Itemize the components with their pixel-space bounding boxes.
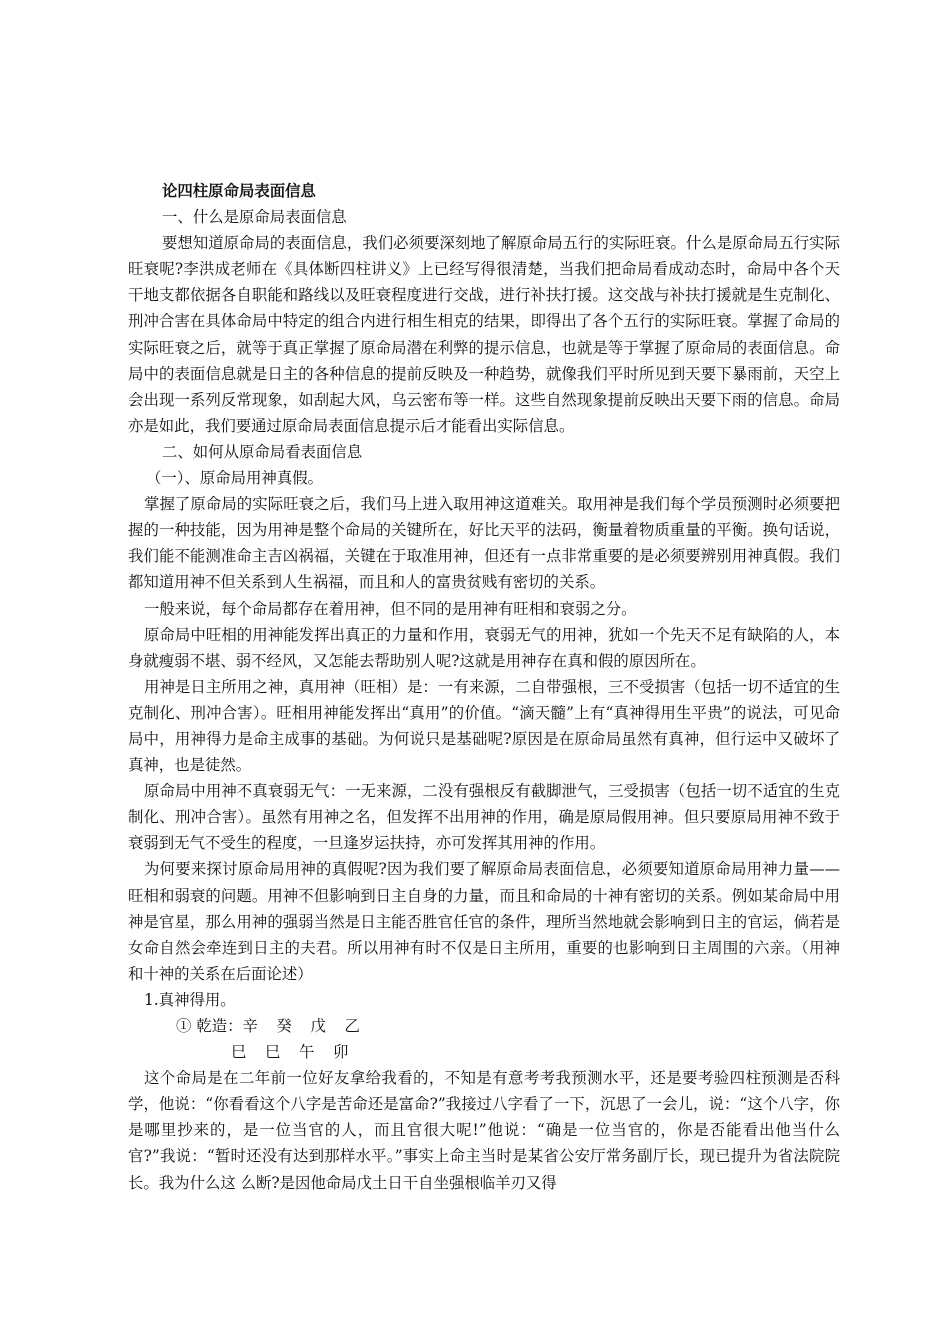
paragraph: 原命局中旺相的用神能发挥出真正的力量和作用，衰弱无气的用神，犹如一个先天不足有缺陷的人，本身就瘦弱不堪、弱不经风，又怎能去帮助别人呢?这就是用神存在真和假的原因所在。: [128, 625, 840, 670]
paragraph: 这个命局是在二年前一位好友拿给我看的，不知是有意考考我预测水平，还是要考验四柱预测是否科学，他说：“你看看这个八字是苦命还是富命?”我接过八字看了一下，沉思了一会儿，说：“这个八字，你是哪里抄来的，是一位当官的人，而且官很大呢!”他说：“确是一位当官的，你是否能看出他当什么官?”我说：“暂时还没有达到那样水平。”事实上命主当时是某省公安厅常务副厅长，现已提升为省法院院长。我为什么这 么断?是因他命局戊土日干自坐强根临羊刃又得: [128, 1069, 840, 1192]
section-heading: 二、如何从原命局看表面信息: [162, 442, 363, 461]
bazi-chart-stems-row: [128, 1013, 840, 1039]
paragraph: 为何要来探讨原命局用神的真假呢?因为我们要了解原命局表面信息，必须要知道原命局用神力量——旺相和弱衰的问题。用神不但影响到日主自身的力量，而且和命局的十神有密切的关系。例如某命局中用神是官星，那么用神的强弱当然是日主能否胜官任官的条件，理所当然地就会影响到日主的官运，倘若是女命自然会牵连到日主的夫君。所以用神有时不仅是日主所用，重要的也影响到日主周围的六亲。（用神和十神的关系在后面论述）: [128, 860, 840, 983]
bazi-branch: 卯: [333, 1043, 349, 1062]
subsection-heading: 1.真神得用。: [144, 990, 236, 1009]
section-heading: 一、什么是原命局表面信息: [162, 208, 347, 227]
bazi-stem: 戊: [310, 1017, 326, 1035]
paragraph: 原命局中用神不真衰弱无气：一无来源，二没有强根反有截脚泄气，三受损害（包括一切不适宜的生克制化、刑冲合害）。虽然有用神之名，但发挥不出用神的作用，确是原局假用神。但只要原局用神不致于衰弱到无气不受生的程度，一旦逢岁运扶持，亦可发挥其用神的作用。: [128, 782, 840, 853]
bazi-stem: 癸: [276, 1017, 292, 1035]
bazi-stem: 辛: [242, 1017, 258, 1035]
paragraph: 一般来说，每个命局都存在着用神，但不同的是用神有旺相和衰弱之分。: [144, 599, 637, 618]
paragraph: 用神是日主所用之神，真用神（旺相）是：一有来源，二自带强根，三不受损害（包括一切不适宜的生克制化、刑冲合害）。旺相用神能发挥出“真用”的价值。“滴天髓”上有“真神得用生平贵”的说法，可见命局中，用神得力是命主成事的基础。为何说只是基础呢?原因是在原命局虽然有真神，但行运中又破坏了真神，也是徒然。: [128, 677, 840, 775]
bazi-chart-label: ① 乾造：: [176, 1017, 243, 1035]
bazi-stem: 乙: [344, 1017, 360, 1035]
subsection-heading: （一）、原命局用神真假。: [146, 469, 323, 488]
paragraph: 要想知道原命局的表面信息，我们必须要深刻地了解原命局五行的实际旺衰。什么是原命局五行实际旺衰呢?李洪成老师在《具体断四柱讲义》上已经写得很清楚，当我们把命局看成动态时，命局中各个天干地支都依据各自职能和路线以及旺衰程度进行交战，进行补扶打援。这交战与补扶打援就是生克制化、刑冲合害在具体命局中特定的组合内进行相生相克的结果，即得出了各个五行的实际旺衰。掌握了命局的实际旺衰之后，就等于真正掌握了原命局潜在利弊的提示信息，也就是等于掌握了原命局的表面信息。命局中的表面信息就是日主的各种信息的提前反映及一种趋势，就像我们平时所见到天要下暴雨前，天空上会出现一系列反常现象，如刮起大风，乌云密布等一样。这些自然现象提前反映出天要下雨的信息。命局亦是如此，我们要通过原命局表面信息提示后才能看出实际信息。: [128, 234, 840, 435]
document-title: 论四柱原命局表面信息: [162, 182, 316, 200]
document-body: [128, 178, 840, 1196]
paragraph: 掌握了原命局的实际旺衰之后，我们马上进入取用神这道难关。取用神是我们每个学员预测时必须要把握的一种技能，因为用神是整个命局的关键所在，好比天平的法码，衡量着物质重量的平衡。换句话说，我们能不能测准命主吉凶祸福，关键在于取准用神，但还有一点非常重要的是必须要辨别用神真假。我们都知道用神不但关系到人生祸福，而且和人的富贵贫贱有密切的关系。: [128, 495, 840, 592]
bazi-chart-branches-row: [128, 1039, 840, 1065]
bazi-branch: 巳: [265, 1043, 281, 1062]
bazi-branch: 巳: [231, 1043, 247, 1062]
bazi-branch: 午: [299, 1043, 315, 1062]
